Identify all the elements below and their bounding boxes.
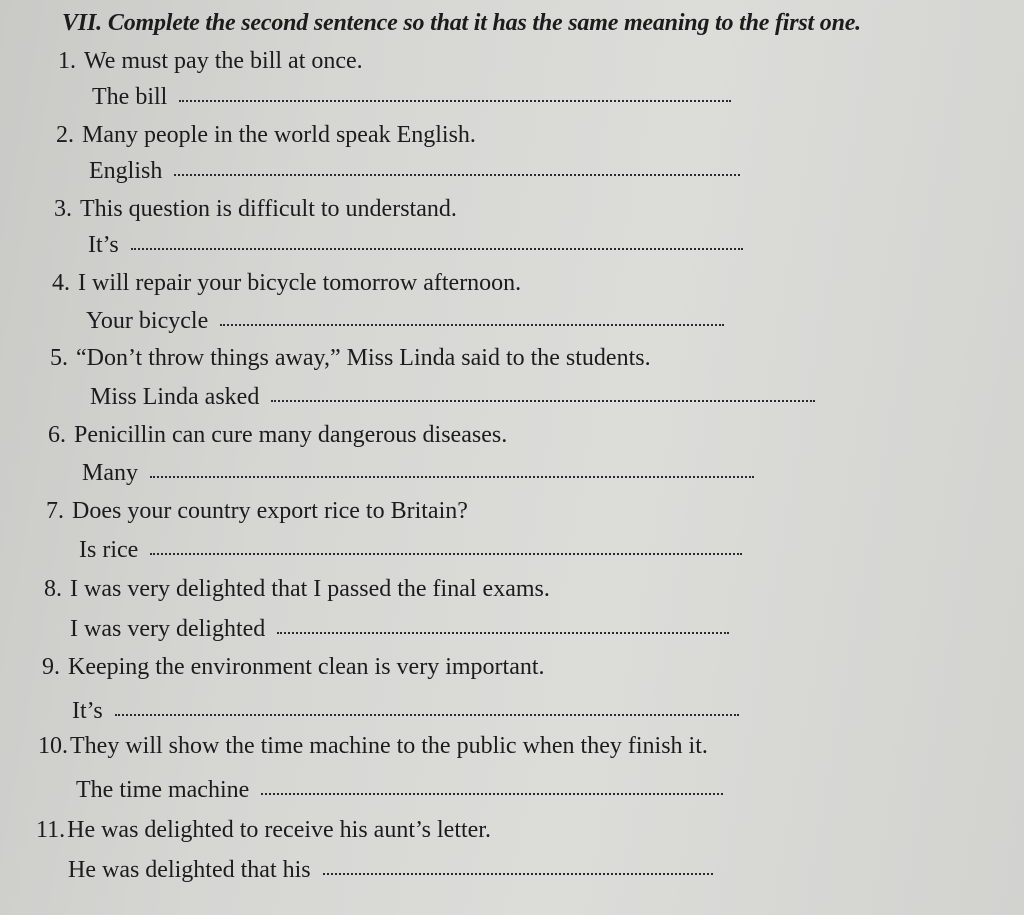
answer-line xyxy=(79,535,742,565)
answer-prompt: The time machine xyxy=(76,777,250,803)
answer-line xyxy=(90,382,815,412)
question-number: 9. xyxy=(42,654,60,680)
exercise-instruction: Complete the second sentence so that it has the same meaning to the first one. xyxy=(107,10,861,36)
question-number: 6. xyxy=(48,422,66,448)
question-number: 5. xyxy=(50,345,68,371)
original-sentence: I will repair your bicycle tomorrow afternoon. xyxy=(78,270,522,296)
answer-prompt: I was very delighted xyxy=(70,616,266,642)
original-sentence: Penicillin can cure many dangerous diseases. xyxy=(74,422,508,448)
question-number: 3. xyxy=(54,196,72,222)
question-sentence xyxy=(38,731,708,761)
question-number: 11. xyxy=(36,817,66,843)
question-sentence xyxy=(36,815,491,845)
question-sentence xyxy=(56,120,476,150)
answer-blank[interactable] xyxy=(150,475,754,478)
answer-line xyxy=(70,614,729,644)
question-number: 1. xyxy=(58,48,76,74)
answer-blank[interactable] xyxy=(174,173,740,176)
answer-blank[interactable] xyxy=(131,247,743,250)
question-sentence xyxy=(54,194,457,224)
answer-line xyxy=(88,230,743,260)
original-sentence: “Don’t throw things away,” Miss Linda said to the students. xyxy=(76,345,651,371)
question-number: 10. xyxy=(38,733,68,759)
original-sentence: This question is difficult to understand. xyxy=(80,196,457,222)
question-number: 4. xyxy=(52,270,70,296)
answer-prompt: Many xyxy=(82,460,138,486)
answer-line xyxy=(86,306,724,336)
answer-blank[interactable] xyxy=(261,792,723,795)
question-sentence xyxy=(42,652,545,682)
original-sentence: Many people in the world speak English. xyxy=(82,122,476,148)
answer-blank[interactable] xyxy=(220,323,724,326)
answer-blank[interactable] xyxy=(115,713,739,716)
question-sentence xyxy=(58,46,363,76)
original-sentence: He was delighted to receive his aunt’s letter. xyxy=(67,817,491,843)
answer-prompt: Miss Linda asked xyxy=(90,384,260,410)
answer-line xyxy=(89,156,740,186)
original-sentence: They will show the time machine to the public when they finish it. xyxy=(70,733,708,759)
question-sentence xyxy=(50,343,651,373)
question-number: 8. xyxy=(44,576,62,602)
answer-line xyxy=(92,82,731,112)
original-sentence: Keeping the environment clean is very important. xyxy=(68,654,545,680)
answer-blank[interactable] xyxy=(179,99,731,102)
answer-prompt: He was delighted that his xyxy=(68,857,311,883)
answer-prompt: Your bicycle xyxy=(86,308,209,334)
answer-prompt: English xyxy=(89,158,163,184)
answer-blank[interactable] xyxy=(323,872,713,875)
answer-prompt: Is rice xyxy=(79,537,139,563)
question-sentence xyxy=(52,268,521,298)
original-sentence: Does your country export rice to Britain? xyxy=(72,498,468,524)
answer-blank[interactable] xyxy=(150,552,742,555)
answer-line xyxy=(76,775,723,805)
question-number: 7. xyxy=(46,498,64,524)
original-sentence: We must pay the bill at once. xyxy=(84,48,363,74)
question-number: 2. xyxy=(56,122,74,148)
question-sentence xyxy=(44,574,550,604)
answer-line xyxy=(82,458,754,488)
answer-prompt: It’s xyxy=(88,232,119,258)
answer-line xyxy=(72,696,739,726)
answer-prompt: The bill xyxy=(92,84,168,110)
question-sentence xyxy=(48,420,507,450)
answer-prompt: It’s xyxy=(72,698,103,724)
answer-blank[interactable] xyxy=(271,399,815,402)
original-sentence: I was very delighted that I passed the final exams. xyxy=(70,576,550,602)
answer-line xyxy=(68,855,713,885)
answer-blank[interactable] xyxy=(277,631,729,634)
exercise-heading xyxy=(62,10,861,37)
question-sentence xyxy=(46,496,468,526)
exercise-number: VII. xyxy=(62,10,102,36)
